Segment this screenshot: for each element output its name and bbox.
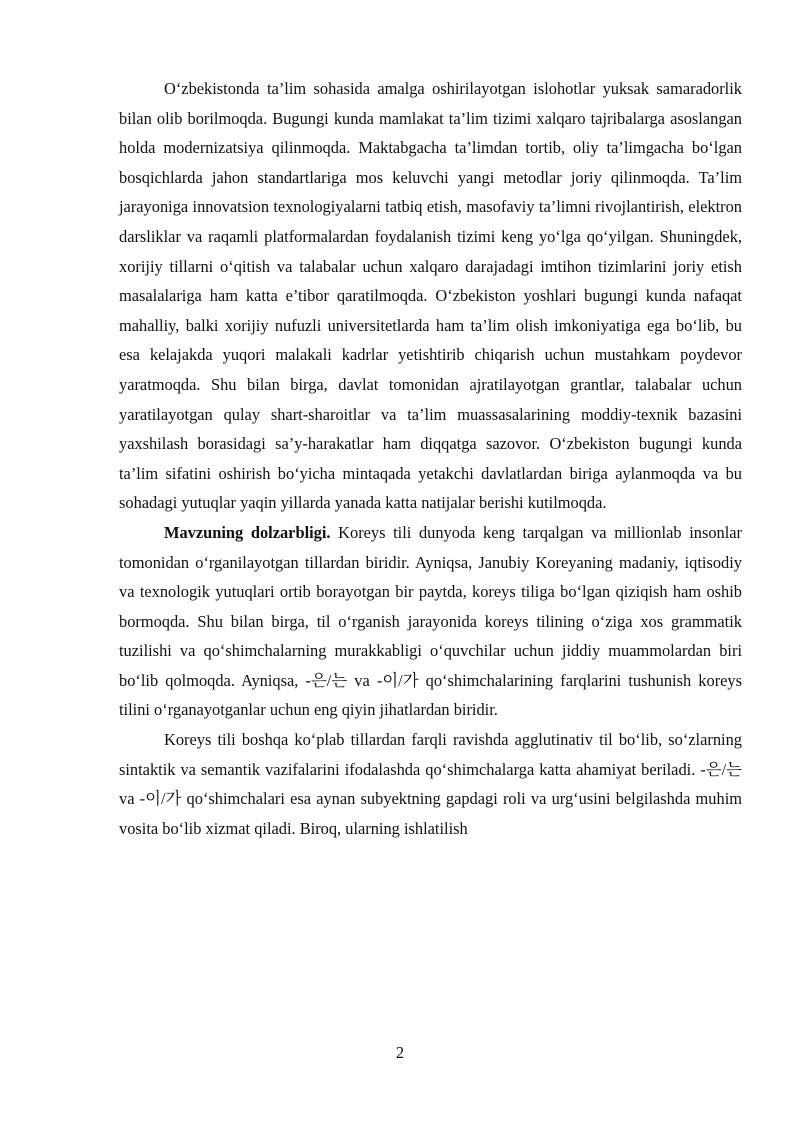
section-heading-relevance: Mavzuning dolzarbligi. (164, 522, 331, 542)
paragraph-text: Koreys tili dunyoda keng tarqalgan va millionlab insonlar tomonidan o‘rganilayotgan tillardan biridir. Ayniqsa, Janubiy Koreyaning madaniy, iqtisodiy va texnologik yutuqlari ortib borayotgan bir paytda, koreys tiliga bo‘lgan qiziqish ham oshib bormoqda. Shu bilan birga, til o‘rganish jarayonida koreys tilining o‘ziga xos grammatik tuzilishi va qo‘shimchalarning murakkabligi o‘quvchilar uchun jiddiy muammolardan biri bo‘lib qolmoqda. Ayniqsa, -은/는 va -이/가 qo‘shimchalarining farqlarini tushunish koreys tilini o‘rganayotganlar uchun eng qiyin jihatlardan biridir. (119, 522, 743, 720)
paragraph-relevance (119, 518, 742, 725)
paragraph-agglutinative (119, 725, 742, 843)
paragraph-intro (119, 74, 742, 518)
body-text (119, 74, 742, 843)
paragraph-text: O‘zbekistonda ta’lim sohasida amalga oshirilayotgan islohotlar yuksak samaradorlik bilan olib borilmoqda. Bugungi kunda mamlakat ta’lim tizimi xalqaro tajribalarga asoslangan holda modernizatsiya qilinmoqda. Maktabgacha ta’limdan tortib, oliy ta’limgacha bo‘lgan bosqichlarda jahon standartlariga mos keluvchi yangi metodlar joriy qilinmoqda. Ta’lim jarayoniga innovatsion texnologiyalarni tatbiq etish, masofaviy ta’limni rivojlantirish, elektron darsliklar va raqamli platformalardan foydalanish tizimi keng yo‘lga qo‘yilgan. Shuningdek, xorijiy tillarni o‘qitish va talabalar uchun xalqaro darajadagi imtihon tizimlarini joriy etish masalalariga ham katta e’tibor qaratilmoqda. O‘zbekiston yoshlari bugungi kunda nafaqat mahalliy, balki xorijiy nufuzli universitetlarda ham ta’lim olish imkoniyatiga ega bo‘lib, bu esa kelajakda yuqori malakali kadrlar yetishtirib chiqarish uchun mustahkam poydevor yaratmoqda. Shu bilan birga, davlat tomonidan ajratilayotgan grantlar, talabalar uchun yaratilayotgan qulay shart-sharoitlar va ta’lim muassasalarining moddiy-texnik bazasini yaxshilash borasidagi sa’y-harakatlar ham diqqatga sazovor. O‘zbekiston bugungi kunda ta’lim sifatini oshirish bo‘yicha mintaqada yetakchi davlatlardan biriga aylanmoqda va bu sohadagi yutuqlar yaqin yillarda yanada katta natijalar berishi kutilmoqda. (119, 79, 742, 513)
page-number: 2 (395, 1043, 405, 1062)
paragraph-text: Koreys tili boshqa ko‘plab tillardan farqli ravishda agglutinativ til bo‘lib, so‘zlarning sintaktik va semantik vazifalarini ifodalashda qo‘shimchalarga katta ahamiyat beriladi. -은/는 va -이/가 qo‘shimchalari esa aynan subyektning gapdagi roli va urg‘usini belgilashda muhim vosita bo‘lib xizmat qiladi. Biroq, ularning ishlatilish (119, 730, 742, 838)
